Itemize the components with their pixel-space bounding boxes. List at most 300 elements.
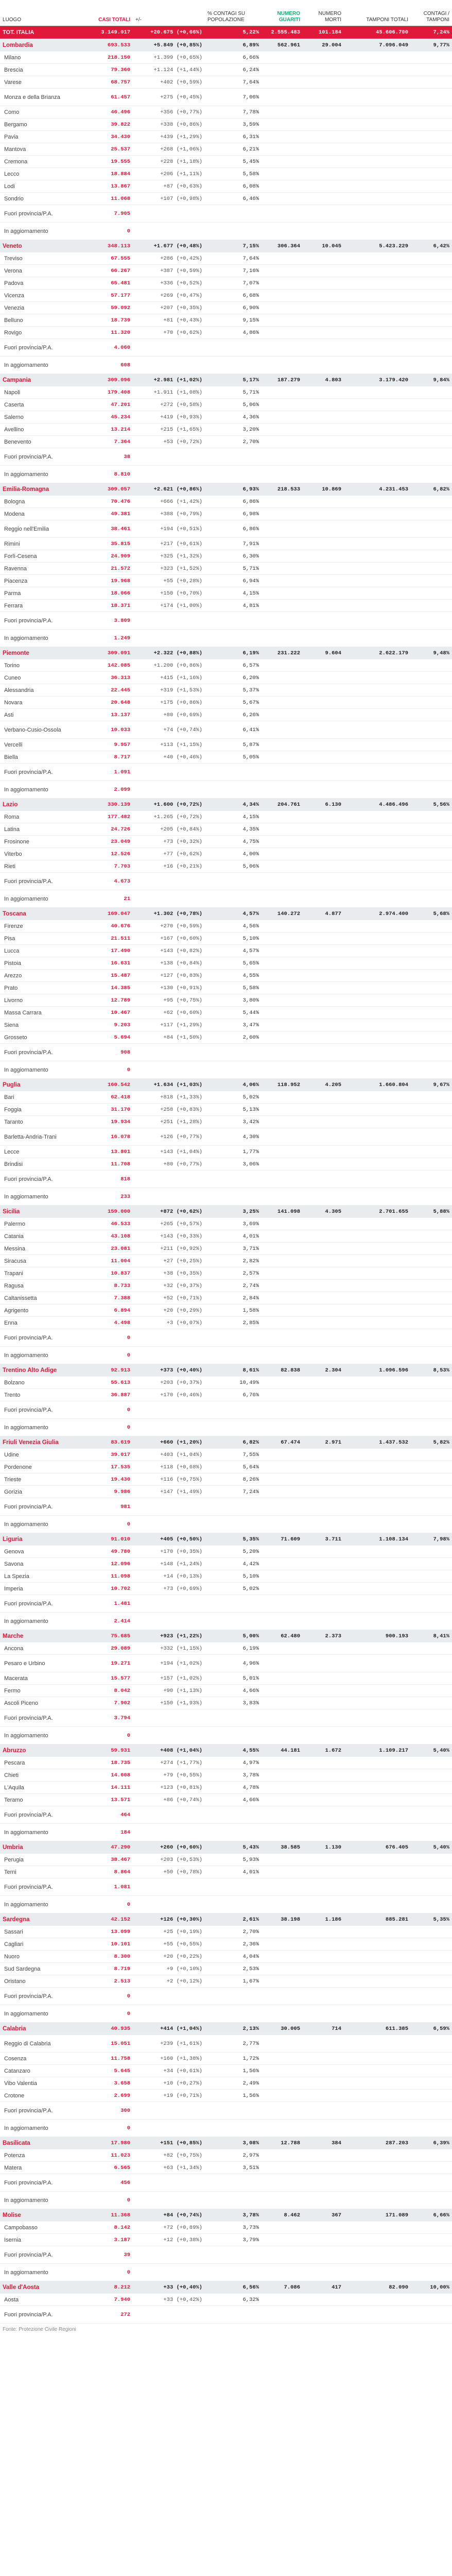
empty-cell (303, 1389, 344, 1401)
province-row (0, 2090, 452, 2102)
empty-cell (344, 739, 411, 751)
province-name: Roma (0, 811, 72, 823)
province-pct: 5,10% (205, 933, 262, 945)
province-cases: 13.099 (72, 1926, 133, 1938)
province-row (0, 1007, 452, 1019)
empty-cell (303, 1727, 344, 1744)
province-row (0, 223, 452, 240)
empty-cell (303, 600, 344, 612)
empty-cell (411, 2120, 452, 2137)
empty-cell (303, 1031, 344, 1044)
province-cases: 11.758 (72, 2053, 133, 2065)
header-tamponi[interactable]: TAMPONI TOTALI (344, 0, 411, 26)
province-row (0, 1824, 452, 1841)
empty-cell (262, 327, 303, 339)
province-delta: +32 (+0,37%) (133, 1280, 205, 1292)
province-name: Bologna (0, 496, 72, 508)
province-delta: +116 (+0,75%) (133, 1473, 205, 1486)
region-pct: 2,13% (205, 2023, 262, 2035)
empty-cell (262, 423, 303, 436)
region-name[interactable]: Basilicata (0, 2137, 72, 2149)
region-name[interactable]: Trentino Alto Adige (0, 1364, 72, 1377)
province-name: Perugia (0, 1854, 72, 1866)
region-name[interactable]: Valle d'Aosta (0, 2281, 72, 2294)
province-pct: 6,66% (205, 52, 262, 64)
province-cases: 4.673 (72, 873, 133, 890)
empty-cell (303, 684, 344, 697)
empty-cell (344, 764, 411, 781)
empty-cell (344, 1031, 411, 1044)
empty-cell (303, 265, 344, 277)
province-pct: 4,30% (205, 1128, 262, 1146)
empty-cell (303, 957, 344, 970)
empty-cell (262, 751, 303, 764)
province-pct: 5,87% (205, 739, 262, 751)
empty-cell (411, 399, 452, 411)
region-tests: 171.089 (344, 2209, 411, 2222)
region-ratio: 5,88% (411, 1206, 452, 1218)
empty-cell (411, 659, 452, 672)
province-delta: +270 (+0,59%) (133, 920, 205, 933)
region-row[interactable] (0, 1206, 452, 1218)
empty-cell (303, 1896, 344, 1913)
empty-cell (344, 64, 411, 76)
province-row (0, 1280, 452, 1292)
empty-cell (303, 538, 344, 550)
region-deaths: 1.672 (303, 1744, 344, 1757)
region-row[interactable] (0, 2281, 452, 2294)
empty-cell (411, 106, 452, 118)
empty-cell (262, 1007, 303, 1019)
region-row[interactable] (0, 483, 452, 496)
province-pct: 6,76% (205, 1389, 262, 1401)
empty-cell (262, 1128, 303, 1146)
province-pct: 6,90% (205, 302, 262, 314)
empty-cell (303, 1824, 344, 1841)
province-delta: +194 (+0,51%) (133, 520, 205, 538)
empty-cell (411, 1655, 452, 1672)
region-tests: 1.660.804 (344, 1079, 411, 1091)
province-pct: 6,41% (205, 721, 262, 739)
empty-cell (262, 538, 303, 550)
empty-cell (411, 1878, 452, 1896)
empty-cell (344, 860, 411, 873)
empty-cell (303, 1854, 344, 1866)
province-pct (205, 630, 262, 647)
header-delta[interactable]: +/- (133, 0, 205, 26)
province-pct: 5,65% (205, 957, 262, 970)
province-name: Fuori provincia/P.A. (0, 2246, 72, 2264)
region-row[interactable] (0, 240, 452, 252)
province-name: Oristano (0, 1975, 72, 1988)
province-name: Fermo (0, 1685, 72, 1697)
province-delta: +117 (+1,29%) (133, 1019, 205, 1031)
empty-cell (303, 411, 344, 423)
empty-cell (303, 1347, 344, 1364)
empty-cell (344, 630, 411, 647)
region-name[interactable]: Calabria (0, 2023, 72, 2035)
province-row (0, 709, 452, 721)
empty-cell (344, 1304, 411, 1317)
province-cases: 8.864 (72, 1866, 133, 1878)
province-cases: 39 (72, 2246, 133, 2264)
province-delta: +80 (+0,69%) (133, 709, 205, 721)
province-pct: 2,77% (205, 2035, 262, 2053)
province-cases: 8.042 (72, 1685, 133, 1697)
empty-cell (303, 1091, 344, 1104)
province-pct: 7,06% (205, 89, 262, 106)
region-row[interactable] (0, 2137, 452, 2149)
region-delta: +872 (+0,62%) (133, 1206, 205, 1218)
region-pct: 3,25% (205, 1206, 262, 1218)
region-ratio: 9,77% (411, 39, 452, 52)
region-name[interactable]: Puglia (0, 1079, 72, 1091)
province-name: In aggiornamento (0, 781, 72, 799)
province-cases: 19.430 (72, 1473, 133, 1486)
province-delta: +90 (+1,13%) (133, 1685, 205, 1697)
province-delta: +403 (+1,04%) (133, 1449, 205, 1461)
province-cases: 218.150 (72, 52, 133, 64)
province-pct: 4,81% (205, 600, 262, 612)
region-ratio: 9,48% (411, 647, 452, 659)
province-delta (133, 1401, 205, 1419)
province-pct: 3,06% (205, 1158, 262, 1171)
region-row[interactable] (0, 374, 452, 386)
province-row (0, 1498, 452, 1516)
province-name: Fuori provincia/P.A. (0, 764, 72, 781)
empty-cell (303, 1558, 344, 1570)
region-name[interactable]: Friuli Venezia Giulia (0, 1436, 72, 1449)
region-recovered: 30.005 (262, 2023, 303, 2035)
region-row[interactable] (0, 908, 452, 920)
header-morti[interactable]: NUMERO MORTI (303, 0, 344, 26)
region-name[interactable]: Piemonte (0, 647, 72, 659)
region-cases: 348.113 (72, 240, 133, 252)
province-name: Palermo (0, 1218, 72, 1230)
empty-cell (344, 1449, 411, 1461)
province-row (0, 538, 452, 550)
region-ratio: 5,68% (411, 908, 452, 920)
province-pct: 4,15% (205, 587, 262, 600)
empty-cell (344, 2102, 411, 2120)
province-row (0, 314, 452, 327)
empty-cell (411, 994, 452, 1007)
province-cases: 18.739 (72, 314, 133, 327)
region-row[interactable] (0, 2209, 452, 2222)
empty-cell (411, 1546, 452, 1558)
province-cases: 10.101 (72, 1938, 133, 1951)
province-cases: 18.735 (72, 1757, 133, 1769)
province-pct: 6,21% (205, 143, 262, 156)
region-name[interactable]: Emilia-Romagna (0, 483, 72, 496)
region-ratio: 5,56% (411, 799, 452, 811)
region-pct: 8,61% (205, 1364, 262, 1377)
empty-cell (262, 2120, 303, 2137)
empty-cell (262, 1926, 303, 1938)
province-delta: +20 (+0,22%) (133, 1951, 205, 1963)
empty-cell (344, 1128, 411, 1146)
province-name: Cuneo (0, 672, 72, 684)
region-cases: 160.542 (72, 1079, 133, 1091)
province-row (0, 1558, 452, 1570)
province-name: Bolzano (0, 1377, 72, 1389)
province-pct: 7,64% (205, 76, 262, 89)
empty-cell (411, 2005, 452, 2023)
empty-cell (344, 327, 411, 339)
empty-cell (303, 1806, 344, 1824)
empty-cell (344, 538, 411, 550)
empty-cell (262, 1401, 303, 1419)
province-pct (205, 1329, 262, 1347)
province-delta: +10 (+0,27%) (133, 2077, 205, 2090)
region-delta: +260 (+0,60%) (133, 1841, 205, 1854)
empty-cell (303, 314, 344, 327)
province-pct (205, 1171, 262, 1188)
empty-cell (411, 168, 452, 180)
empty-cell (411, 1218, 452, 1230)
province-name: In aggiornamento (0, 890, 72, 908)
region-name[interactable]: Umbria (0, 1841, 72, 1854)
province-delta: +323 (+1,52%) (133, 563, 205, 575)
empty-cell (344, 994, 411, 1007)
province-name: Rovigo (0, 327, 72, 339)
region-row[interactable] (0, 1744, 452, 1757)
province-name: Fuori provincia/P.A. (0, 1329, 72, 1347)
province-pct (205, 1988, 262, 2005)
empty-cell (303, 508, 344, 520)
empty-cell (303, 721, 344, 739)
empty-cell (303, 1104, 344, 1116)
province-cases: 68.757 (72, 76, 133, 89)
empty-cell (344, 205, 411, 223)
province-name: Trieste (0, 1473, 72, 1486)
header-casi[interactable]: CASI TOTALI (72, 0, 133, 26)
empty-cell (262, 1782, 303, 1794)
region-row[interactable] (0, 1841, 452, 1854)
province-row (0, 118, 452, 131)
empty-cell (344, 1007, 411, 1019)
province-name: Teramo (0, 1794, 72, 1806)
empty-cell (411, 672, 452, 684)
header-guariti[interactable]: NUMERO GUARITI (262, 0, 303, 26)
province-name: Brindisi (0, 1158, 72, 1171)
province-pct: 6,26% (205, 709, 262, 721)
empty-cell (411, 423, 452, 436)
province-row (0, 1449, 452, 1461)
empty-cell (262, 520, 303, 538)
empty-cell (344, 1975, 411, 1988)
empty-cell (262, 466, 303, 483)
region-row[interactable] (0, 1436, 452, 1449)
province-row (0, 1419, 452, 1436)
province-delta: +388 (+0,79%) (133, 508, 205, 520)
header-pct[interactable]: % CONTAGI SU POPOLAZIONE (205, 0, 262, 26)
region-tests: 2.622.179 (344, 647, 411, 659)
province-row (0, 751, 452, 764)
province-delta (133, 1806, 205, 1824)
region-recovered: 71.609 (262, 1533, 303, 1546)
province-delta (133, 1988, 205, 2005)
region-name[interactable]: Lazio (0, 799, 72, 811)
empty-cell (262, 1317, 303, 1329)
province-delta (133, 2174, 205, 2192)
empty-cell (303, 1938, 344, 1951)
region-recovered: 562.961 (262, 39, 303, 52)
region-cases: 17.980 (72, 2137, 133, 2149)
province-delta: +419 (+0,93%) (133, 411, 205, 423)
province-pct (205, 2120, 262, 2137)
province-row (0, 1595, 452, 1613)
empty-cell (262, 957, 303, 970)
empty-cell (303, 1988, 344, 2005)
region-row[interactable] (0, 799, 452, 811)
province-row (0, 436, 452, 448)
empty-cell (411, 1963, 452, 1975)
province-cases: 11.068 (72, 193, 133, 205)
province-delta: +402 (+0,59%) (133, 76, 205, 89)
province-delta: +268 (+1,06%) (133, 143, 205, 156)
province-delta: +73 (+0,32%) (133, 836, 205, 848)
empty-cell (411, 1061, 452, 1079)
empty-cell (411, 386, 452, 399)
province-name: Catania (0, 1230, 72, 1243)
region-row[interactable] (0, 2023, 452, 2035)
empty-cell (411, 1938, 452, 1951)
empty-cell (411, 1419, 452, 1436)
province-name: Aosta (0, 2294, 72, 2306)
empty-cell (344, 1685, 411, 1697)
province-cases: 8.810 (72, 466, 133, 483)
province-delta (133, 466, 205, 483)
province-name: Milano (0, 52, 72, 64)
province-delta: +95 (+0,75%) (133, 994, 205, 1007)
province-pct (205, 2264, 262, 2281)
empty-cell (262, 1642, 303, 1655)
region-row[interactable] (0, 647, 452, 659)
region-name[interactable]: Sardegna (0, 1913, 72, 1926)
empty-cell (344, 2174, 411, 2192)
empty-cell (344, 1583, 411, 1595)
province-pct: 5,02% (205, 1583, 262, 1595)
empty-cell (303, 751, 344, 764)
province-delta: +147 (+1,49%) (133, 1486, 205, 1498)
province-row (0, 1218, 452, 1230)
province-cases: 61.457 (72, 89, 133, 106)
table-header (0, 0, 452, 26)
region-name[interactable]: Veneto (0, 240, 72, 252)
empty-cell (262, 64, 303, 76)
region-row[interactable] (0, 1913, 452, 1926)
empty-cell (262, 1595, 303, 1613)
province-row (0, 1896, 452, 1913)
region-name[interactable]: Toscana (0, 908, 72, 920)
province-delta: +84 (+1,50%) (133, 1031, 205, 1044)
empty-cell (344, 1280, 411, 1292)
empty-cell (344, 1926, 411, 1938)
province-delta (133, 205, 205, 223)
empty-cell (411, 1158, 452, 1171)
province-name: Fuori provincia/P.A. (0, 1988, 72, 2005)
province-row (0, 1019, 452, 1031)
region-row[interactable] (0, 1630, 452, 1642)
province-row (0, 448, 452, 466)
empty-cell (411, 2306, 452, 2324)
region-name[interactable]: Molise (0, 2209, 72, 2222)
empty-cell (303, 1866, 344, 1878)
province-delta: +258 (+0,83%) (133, 1104, 205, 1116)
region-name[interactable]: Abruzzo (0, 1744, 72, 1757)
province-name: Biella (0, 751, 72, 764)
region-row[interactable] (0, 1079, 452, 1091)
empty-cell (344, 1498, 411, 1516)
province-delta: +86 (+0,74%) (133, 1794, 205, 1806)
province-row (0, 1613, 452, 1630)
province-name: Fuori provincia/P.A. (0, 2174, 72, 2192)
empty-cell (262, 357, 303, 374)
region-name[interactable]: Liguria (0, 1533, 72, 1546)
province-pct: 4,97% (205, 1757, 262, 1769)
region-row[interactable] (0, 39, 452, 52)
province-delta: +19 (+0,71%) (133, 2090, 205, 2102)
province-name: Varese (0, 76, 72, 89)
empty-cell (303, 2192, 344, 2209)
province-name: In aggiornamento (0, 1188, 72, 1206)
province-name: Pavia (0, 131, 72, 143)
region-name[interactable]: Sicilia (0, 1206, 72, 1218)
region-pct: 7,15% (205, 240, 262, 252)
province-name: Pesaro e Urbino (0, 1655, 72, 1672)
region-name[interactable]: Marche (0, 1630, 72, 1642)
province-cases: 47.201 (72, 399, 133, 411)
empty-cell (303, 890, 344, 908)
empty-cell (344, 1104, 411, 1116)
region-ratio: 5,35% (411, 1913, 452, 1926)
province-cases: 16.631 (72, 957, 133, 970)
region-delta: +2.621 (+0,86%) (133, 483, 205, 496)
province-row (0, 89, 452, 106)
empty-cell (411, 436, 452, 448)
header-luogo[interactable]: LUOGO (0, 0, 72, 26)
region-name[interactable]: Lombardia (0, 39, 72, 52)
province-delta (133, 630, 205, 647)
region-name[interactable]: Campania (0, 374, 72, 386)
province-row (0, 1188, 452, 1206)
total-ratio: 7,24% (411, 26, 452, 39)
empty-cell (303, 1613, 344, 1630)
province-row (0, 2246, 452, 2264)
province-row (0, 2222, 452, 2234)
province-row (0, 265, 452, 277)
region-recovered: 82.838 (262, 1364, 303, 1377)
header-contagi-tamponi[interactable]: CONTAGI / TAMPONI (411, 0, 452, 26)
region-ratio: 8,41% (411, 1630, 452, 1642)
province-delta: +439 (+1,29%) (133, 131, 205, 143)
empty-cell (344, 1486, 411, 1498)
province-pct: 5,67% (205, 697, 262, 709)
empty-cell (303, 76, 344, 89)
province-name: Siracusa (0, 1255, 72, 1267)
empty-cell (344, 1546, 411, 1558)
region-row[interactable] (0, 1533, 452, 1546)
region-row[interactable] (0, 1364, 452, 1377)
province-pct (205, 339, 262, 357)
province-cases: 24.909 (72, 550, 133, 563)
province-row (0, 1988, 452, 2005)
province-name: In aggiornamento (0, 1727, 72, 1744)
province-name: Cremona (0, 156, 72, 168)
region-pct: 5,00% (205, 1630, 262, 1642)
empty-cell (262, 672, 303, 684)
